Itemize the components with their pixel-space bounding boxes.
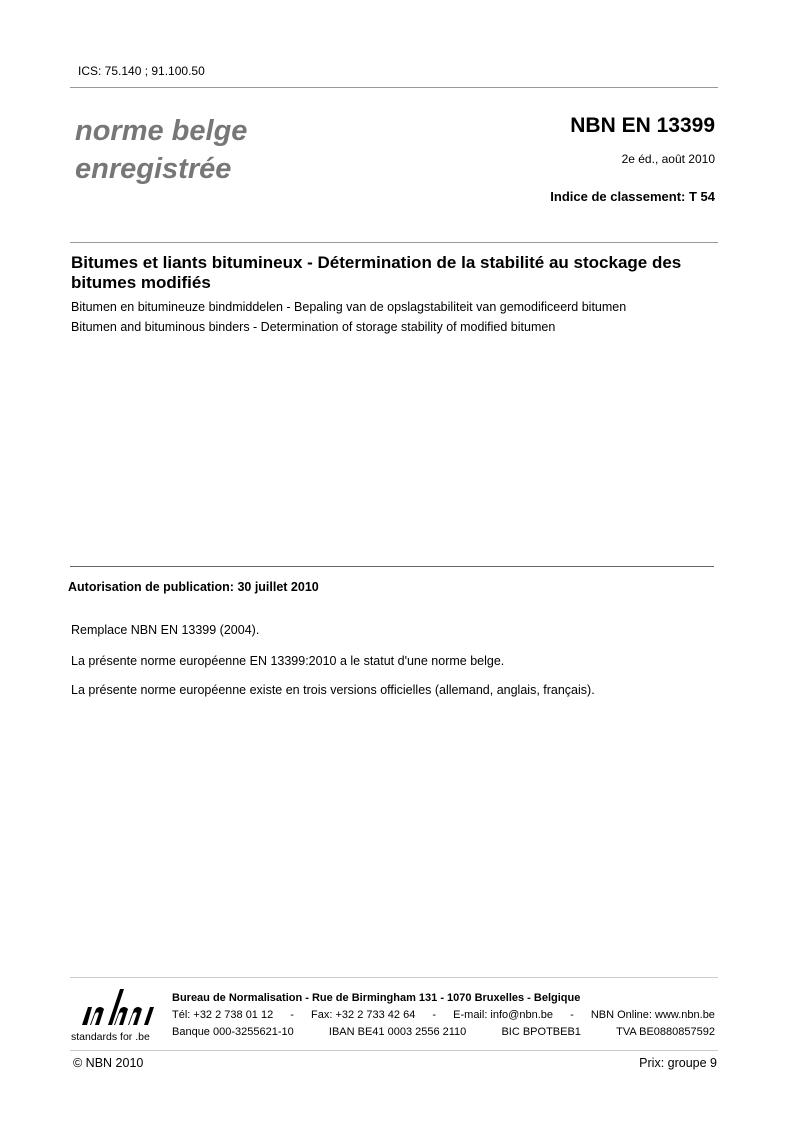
footer-divider [70, 977, 718, 978]
title-english: Bitumen and bituminous binders - Determination of storage stability of modified bitumen [71, 320, 556, 334]
copyright: © NBN 2010 [73, 1056, 144, 1070]
norme-line-1: norme belge [75, 115, 248, 147]
header-divider [70, 87, 718, 88]
footer-separator: - [290, 1009, 294, 1021]
footer-iban: IBAN BE41 0003 2556 2110 [328, 1026, 467, 1038]
footer-phone: Tél: +32 2 738 01 12 [172, 1009, 274, 1021]
edition-date: 2e éd., août 2010 [621, 152, 715, 166]
norme-belge-label [75, 112, 247, 188]
footer-bank-line [172, 1026, 715, 1038]
nbn-logo [70, 985, 160, 1045]
status-note: La présente norme européenne EN 13399:2010 a le statut d'une norme belge. [71, 654, 505, 668]
footer-vat: TVA BE0880857592 [616, 1026, 715, 1038]
footer-organisation: Bureau de Normalisation - Rue de Birmingham 131 - 1070 Bruxelles - Belgique [172, 992, 581, 1004]
classification-index: Indice de classement: T 54 [550, 189, 715, 204]
replaces-note: Remplace NBN EN 13399 (2004). [71, 623, 260, 637]
title-french: Bitumes et liants bitumineux - Détermination de la stabilité au stockage des bitumes modifiés [71, 253, 682, 292]
norme-line-2: enregistrée [75, 153, 232, 185]
standard-number: NBN EN 13399 [570, 114, 715, 137]
footer-bic: BIC BPOTBEB1 [501, 1026, 581, 1038]
publication-divider [70, 566, 714, 567]
footer-website[interactable]: NBN Online: www.nbn.be [590, 1009, 715, 1021]
footer-separator: - [432, 1009, 437, 1021]
footer-email[interactable]: E-mail: info@nbn.be [453, 1009, 553, 1021]
title-dutch: Bitumen en bitumineuze bindmiddelen - Bepaling van de opslagstabiliteit van gemodificeerd bitumen [71, 300, 627, 314]
nbn-logo-mark [70, 985, 160, 1045]
logo-tagline: standards for .be [71, 1031, 150, 1043]
price-group: Prix: groupe 9 [639, 1056, 717, 1070]
title-divider [70, 242, 718, 243]
bottom-divider [70, 1050, 718, 1051]
publication-authorisation: Autorisation de publication: 30 juillet 2010 [68, 580, 319, 594]
ics-codes: ICS: 75.140 ; 91.100.50 [78, 64, 205, 78]
versions-note: La présente norme européenne existe en trois versions officielles (allemand, anglais, français). [71, 683, 595, 697]
footer-bank-account: Banque 000-3255621-10 [172, 1026, 294, 1038]
footer-separator: - [570, 1009, 574, 1021]
footer-fax: Fax: +32 2 733 42 64 [311, 1009, 416, 1021]
footer-contact-line [172, 1009, 715, 1021]
